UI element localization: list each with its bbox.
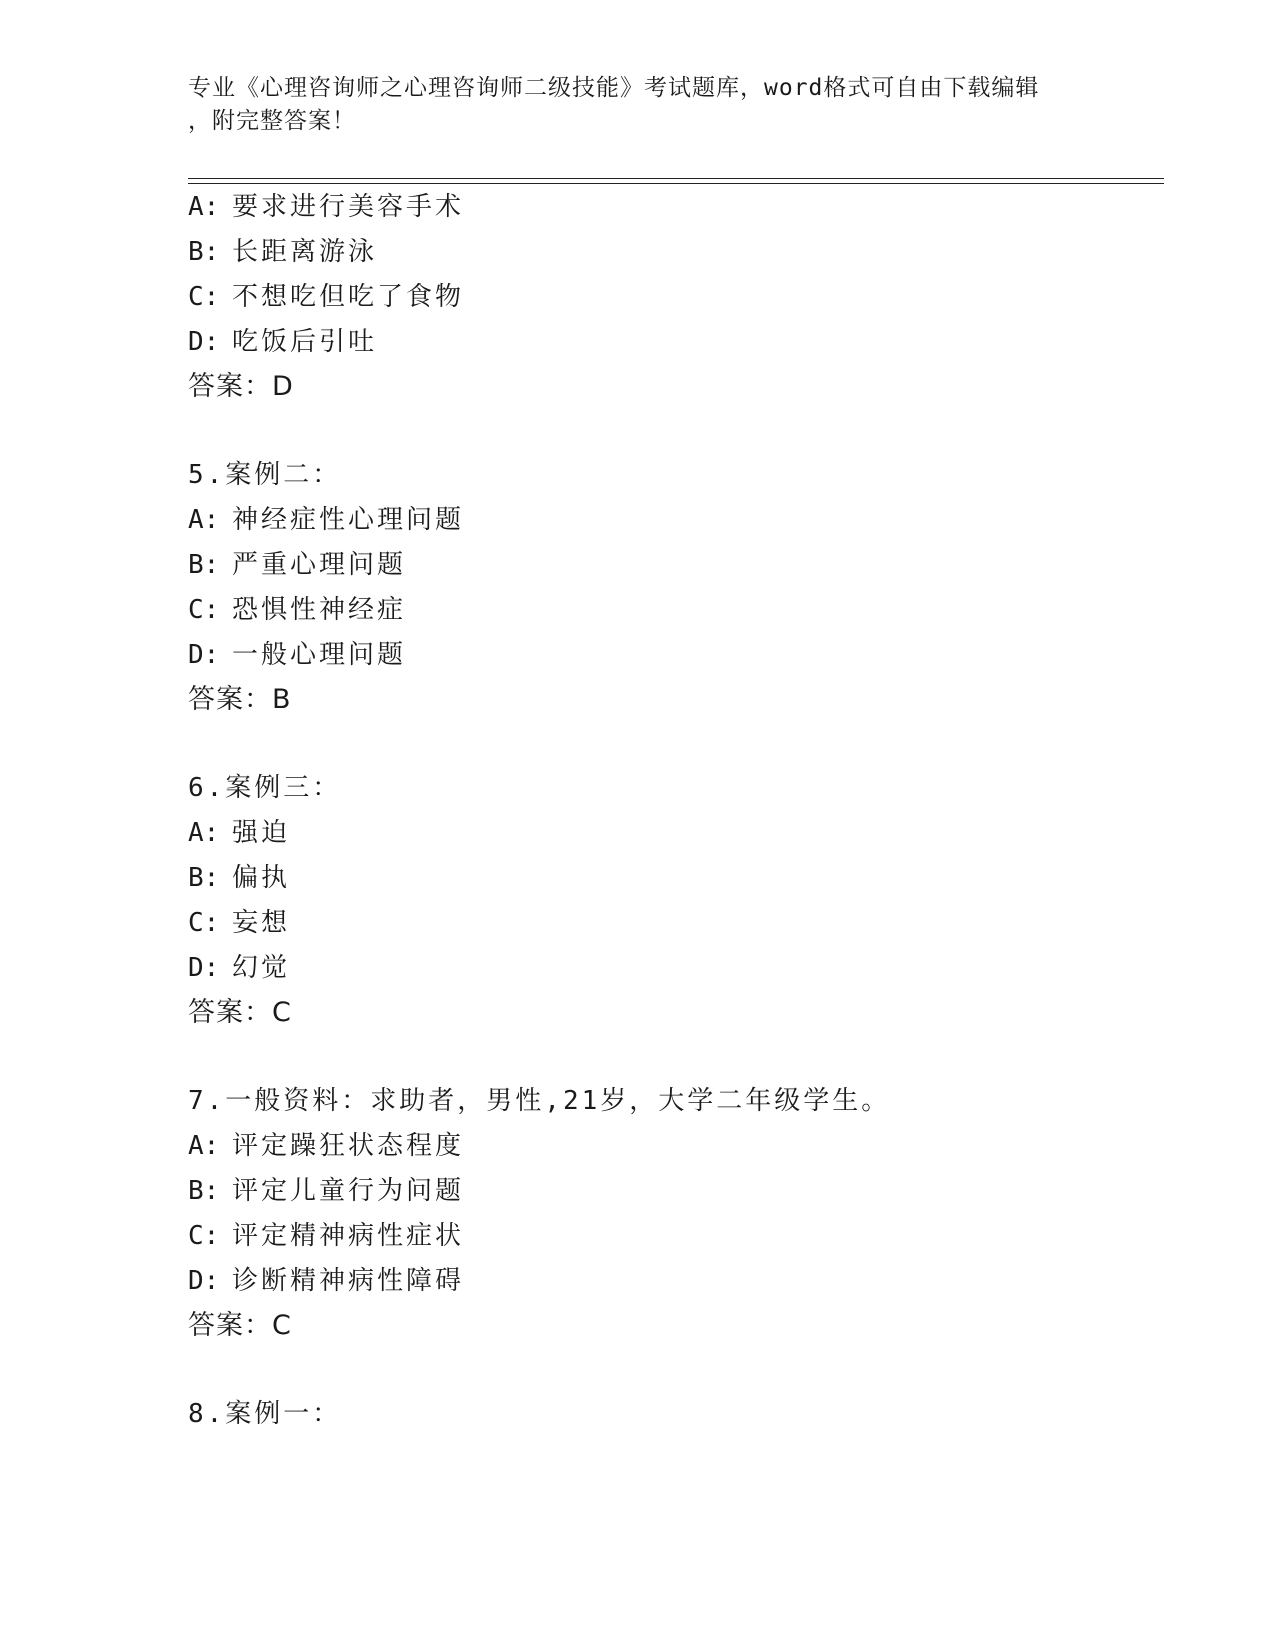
option-text: 强迫 <box>232 818 291 848</box>
q6-option-a <box>188 816 290 850</box>
option-text: 诊断精神病性障碍 <box>232 1266 465 1296</box>
option-letter: B: <box>188 1176 220 1206</box>
option-text: 偏执 <box>232 863 291 893</box>
option-text: 长距离游泳 <box>232 237 378 267</box>
option-letter: A: <box>188 1131 220 1161</box>
option-text: 评定儿童行为问题 <box>232 1176 465 1206</box>
q7-option-c <box>188 1219 464 1253</box>
q4-option-c <box>188 280 464 314</box>
q6-option-c <box>188 906 290 940</box>
header-line-1: 专业《心理咨询师之心理咨询师二级技能》考试题库，word格式可自由下载编辑 <box>188 75 1040 101</box>
option-text: 一般心理问题 <box>232 640 407 670</box>
option-letter: D: <box>188 1266 220 1296</box>
header-divider-bottom <box>188 183 1164 184</box>
q6-option-d <box>188 951 290 985</box>
option-letter: D: <box>188 327 220 357</box>
q6-answer: 答案：C <box>188 997 292 1028</box>
option-letter: B: <box>188 237 220 267</box>
option-text: 不想吃但吃了食物 <box>232 282 465 312</box>
option-text: 幻觉 <box>232 953 291 983</box>
q5-option-a <box>188 503 464 537</box>
option-text: 严重心理问题 <box>232 550 407 580</box>
document-header <box>188 72 1088 138</box>
q5-option-d <box>188 638 406 672</box>
q6-option-b <box>188 861 290 895</box>
q7-stem: 7.一般资料：求助者，男性,21岁，大学二年级学生。 <box>188 1086 891 1116</box>
option-letter: C: <box>188 595 220 625</box>
q7-option-a <box>188 1129 464 1163</box>
q4-answer: 答案：D <box>188 371 294 402</box>
option-text: 要求进行美容手术 <box>232 192 465 222</box>
q5-option-c <box>188 593 406 627</box>
q4-option-a <box>188 190 464 224</box>
q5-answer: 答案：B <box>188 684 292 715</box>
q5-option-b <box>188 548 406 582</box>
option-text: 吃饭后引吐 <box>232 327 378 357</box>
q5-stem: 5.案例二： <box>188 460 342 490</box>
option-letter: A: <box>188 505 220 535</box>
q7-option-d <box>188 1264 464 1298</box>
option-text: 恐惧性神经症 <box>232 595 407 625</box>
option-letter: C: <box>188 908 220 938</box>
q7-answer: 答案：C <box>188 1310 292 1341</box>
option-letter: B: <box>188 550 220 580</box>
option-letter: A: <box>188 818 220 848</box>
q8-stem: 8.案例一： <box>188 1399 342 1429</box>
q6-stem: 6.案例三： <box>188 773 342 803</box>
option-letter: D: <box>188 640 220 670</box>
option-letter: A: <box>188 192 220 222</box>
header-line-2: ，附完整答案！ <box>188 108 356 134</box>
option-text: 神经症性心理问题 <box>232 505 465 535</box>
q4-option-b <box>188 235 377 269</box>
option-letter: C: <box>188 1221 220 1251</box>
option-letter: C: <box>188 282 220 312</box>
option-letter: D: <box>188 953 220 983</box>
option-text: 评定躁狂状态程度 <box>232 1131 465 1161</box>
option-text: 妄想 <box>232 908 291 938</box>
q7-option-b <box>188 1174 464 1208</box>
header-divider-top <box>188 178 1164 179</box>
option-letter: B: <box>188 863 220 893</box>
q4-option-d <box>188 325 377 359</box>
option-text: 评定精神病性症状 <box>232 1221 465 1251</box>
